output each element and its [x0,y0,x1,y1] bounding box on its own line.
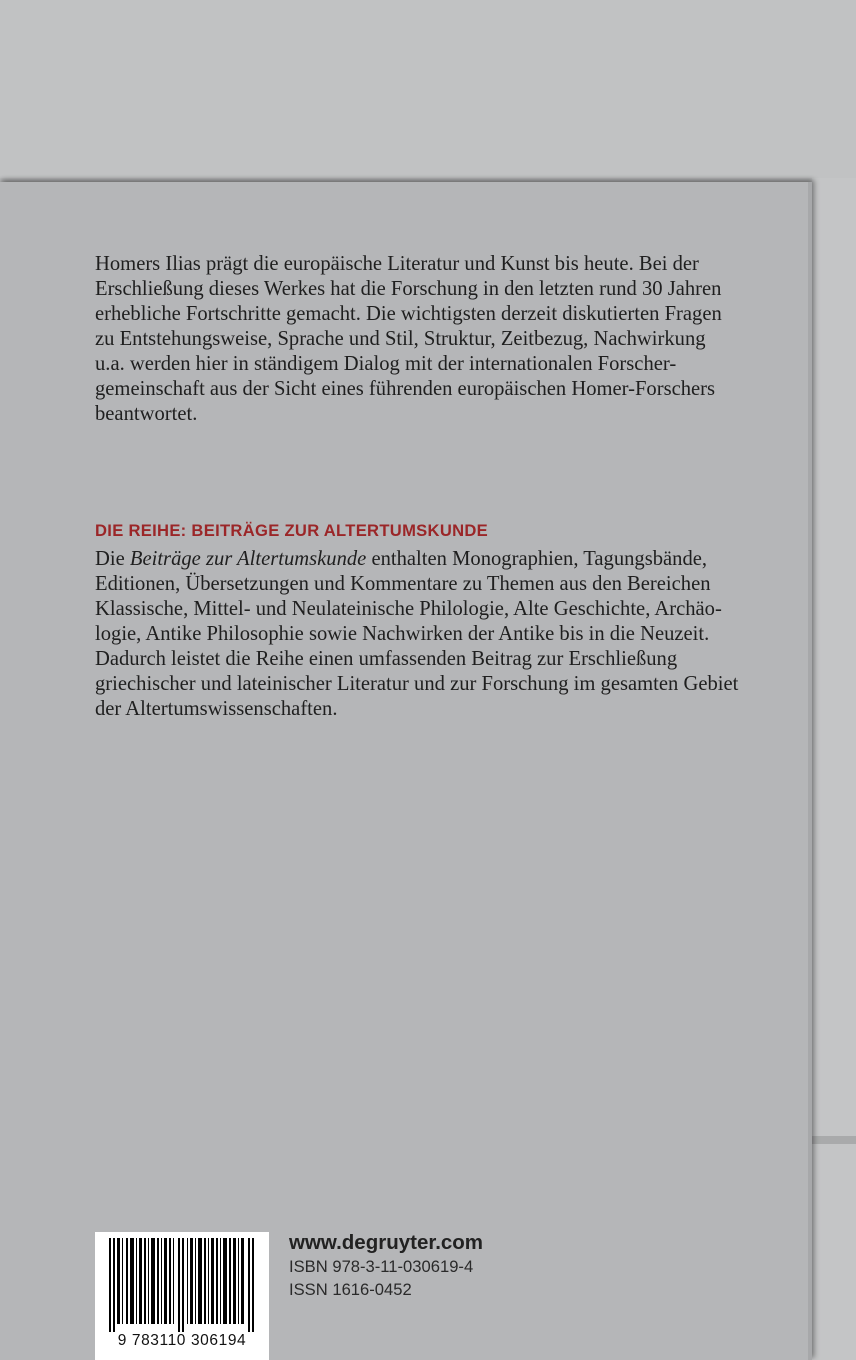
series-text-prefix: Die [95,548,130,570]
series-line: Editionen, Übersetzungen und Kommentare zu Themen aus den Bereichen [95,573,711,595]
series-heading: DIE REIHE: BEITRÄGE ZUR ALTERTUMSKUNDE [95,521,489,540]
barcode [95,1232,269,1360]
blurb-line: erhebliche Fortschritte gemacht. Die wichtigsten derzeit diskutierten Fragen [95,303,722,325]
series-title-italic: Beiträge zur Altertumskunde [129,548,367,570]
series-text-suffix: enthalten Monographien, Tagungsbände, [366,548,708,570]
series-description [95,547,755,722]
background-right [812,178,856,1360]
series-line: Dadurch leistet die Reihe einen umfassenden Beitrag zur Erschließung [95,648,678,670]
series-line: Klassische, Mittel- und Neulateinische Philologie, Alte Geschichte, Archäo- [95,598,722,620]
barcode-bars [103,1238,261,1332]
background-top [0,0,856,178]
blurb-line: beantwortet. [95,403,198,425]
blurb-line: gemeinschaft aus der Sicht eines führenden europäischen Homer-Forschers [95,378,716,400]
series-line: griechischer und lateinischer Literatur und zur Forschung im gesamten Gebiet [95,673,739,695]
series-line: der Altertumswissenschaften. [95,698,338,720]
blurb-line: Erschließung dieses Werkes hat die Forschung in den letzten rund 30 Jahren [95,278,722,300]
blurb-line: Homers Ilias prägt die europäische Literatur und Kunst bis heute. Bei der [95,253,699,275]
series-line: logie, Antike Philosophie sowie Nachwirken der Antike bis in die Neuzeit. [95,623,710,645]
barcode-digits: 9 783110 306194 [117,1332,247,1349]
blurb-line: u.a. werden hier in ständigem Dialog mit der internationalen Forscher- [95,353,677,375]
issn-number: ISSN 1616-0452 [289,1280,412,1299]
book-blurb [95,252,755,427]
blurb-line: zu Entstehungsweise, Sprache und Stil, Struktur, Zeitbezug, Nachwirkung [95,328,706,350]
book-cover-edge [808,182,812,1360]
background-shelf-line [812,1136,856,1144]
publisher-url[interactable]: www.degruyter.com [289,1231,484,1254]
isbn-number: ISBN 978-3-11-030619-4 [289,1257,474,1276]
